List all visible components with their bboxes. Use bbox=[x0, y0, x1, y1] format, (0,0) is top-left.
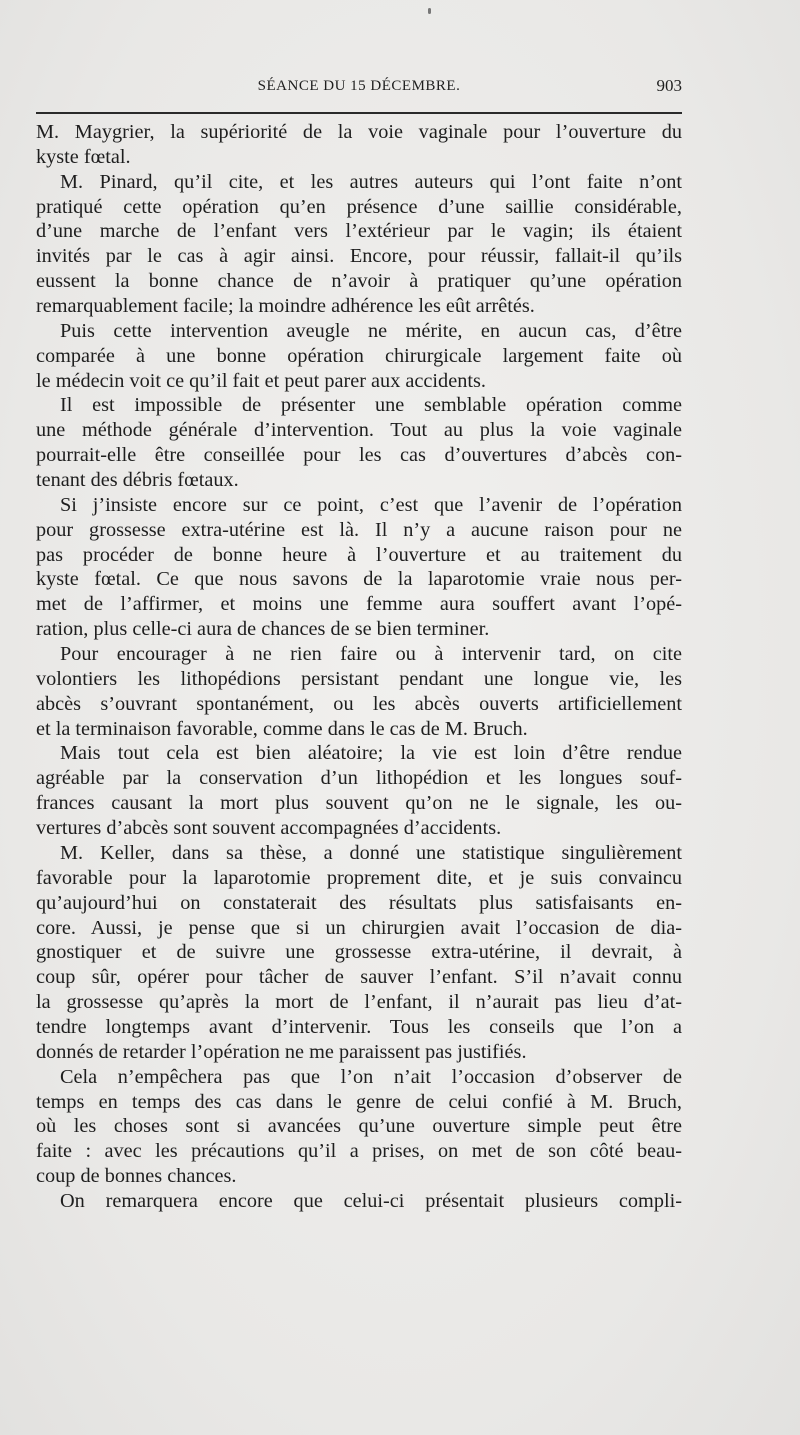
text-line: coup de bonnes chances. bbox=[36, 1165, 237, 1188]
text-line: Puis cette intervention aveugle ne mérite, en aucun cas, d’être bbox=[60, 319, 682, 342]
text-line: comparée à une bonne opération chirurgicale largement faite où bbox=[36, 344, 682, 367]
text-line: M. Maygrier, la supériorité de la voie vaginale pour l’ouverture du bbox=[36, 121, 682, 143]
text-line: met de l’affirmer, et moins une femme aura souffert avant l’opé- bbox=[36, 593, 682, 616]
text-line: ration, plus celle-ci aura de chances de se bien terminer. bbox=[36, 618, 490, 641]
text-line: invités par le cas à agir ainsi. Encore, pour réussir, fallait-il qu’ils bbox=[36, 245, 682, 268]
text-line: Il est impossible de présenter une semblable opération comme bbox=[60, 394, 682, 417]
text-line: tenant des débris fœtaux. bbox=[36, 469, 239, 492]
text-line: gnostiquer et de suivre une grossesse extra-utérine, il devrait, à bbox=[36, 941, 682, 964]
text-line: Cela n’empêchera pas que l’on n’ait l’occasion d’observer de bbox=[60, 1065, 682, 1088]
text-line: favorable pour la laparotomie proprement dite, et je suis convaincu bbox=[36, 866, 682, 889]
text-line: donnés de retarder l’opération ne me paraissent pas justifiés. bbox=[36, 1040, 527, 1063]
text-line: pas procéder de bonne heure à l’ouverture et au traitement du bbox=[36, 543, 682, 566]
text-line: abcès s’ouvrant spontanément, ou les abcès ouverts artificiellement bbox=[36, 692, 682, 715]
text-line: tendre longtemps avant d’intervenir. Tous les conseils que l’on a bbox=[36, 1015, 682, 1038]
text-line: kyste fœtal. bbox=[36, 145, 131, 168]
text-line: qu’aujourd’hui on constaterait des résultats plus satisfaisants en- bbox=[36, 891, 682, 914]
text-line: où les choses sont si avancées qu’une ouverture simple peut être bbox=[36, 1115, 682, 1138]
running-title: SÉANCE DU 15 DÉCEMBRE. bbox=[257, 78, 461, 94]
text-line: d’une marche de l’enfant vers l’extérieur par le vagin; ils étaient bbox=[36, 220, 682, 243]
text-line: volontiers les lithopédions persistant pendant une longue vie, les bbox=[36, 667, 682, 690]
text-line: faite : avec les précautions qu’il a prises, on met de son côté beau- bbox=[36, 1140, 682, 1163]
text-line: M. Pinard, qu’il cite, et les autres auteurs qui l’ont faite n’ont bbox=[60, 170, 682, 193]
header-rule bbox=[36, 112, 682, 114]
text-line: M. Keller, dans sa thèse, a donné une statistique singulièrement bbox=[60, 841, 682, 864]
text-line: la grossesse qu’après la mort de l’enfant, il n’aurait pas lieu d’at- bbox=[36, 991, 682, 1014]
text-line: vertures d’abcès sont souvent accompagnées d’accidents. bbox=[36, 817, 502, 840]
text-line: temps en temps des cas dans le genre de celui confié à M. Bruch, bbox=[36, 1090, 682, 1113]
text-line: eussent la bonne chance de n’avoir à pratiquer qu’une opération bbox=[36, 270, 682, 293]
text-line: pratiqué cette opération qu’en présence d’une saillie considérable, bbox=[36, 195, 682, 218]
text-line: et la terminaison favorable, comme dans le cas de M. Bruch. bbox=[36, 717, 528, 740]
body-text bbox=[36, 120, 682, 1214]
text-line: pour grossesse extra-utérine est là. Il n’y a aucune raison pour ne bbox=[36, 518, 682, 541]
text-line: agréable par la conservation d’un lithopédion et les longues souf- bbox=[36, 767, 682, 790]
text-line: coup sûr, opérer pour tâcher de sauver l’enfant. S’il n’avait connu bbox=[36, 966, 682, 989]
text-line: On remarquera encore que celui-ci présentait plusieurs compli- bbox=[60, 1189, 682, 1212]
text-line: pourrait-elle être conseillée pour les cas d’ouvertures d’abcès con- bbox=[36, 444, 682, 467]
text-line: frances causant la mort plus souvent qu’on ne le signale, les ou- bbox=[36, 792, 682, 815]
page-number: 903 bbox=[656, 76, 682, 95]
print-speck bbox=[428, 8, 431, 14]
text-line: Pour encourager à ne rien faire ou à intervenir tard, on cite bbox=[60, 643, 682, 666]
text-line: Si j’insiste encore sur ce point, c’est que l’avenir de l’opération bbox=[60, 493, 682, 516]
text-line: une méthode générale d’intervention. Tout au plus la voie vaginale bbox=[36, 419, 682, 442]
text-line: core. Aussi, je pense que si un chirurgien avait l’occasion de dia- bbox=[36, 916, 682, 939]
text-line: kyste fœtal. Ce que nous savons de la laparotomie vraie nous per- bbox=[36, 568, 682, 591]
text-line: remarquablement facile; la moindre adhérence les eût arrêtés. bbox=[36, 295, 535, 318]
running-header bbox=[36, 76, 682, 100]
text-line: le médecin voit ce qu’il fait et peut parer aux accidents. bbox=[36, 369, 486, 392]
text-line: Mais tout cela est bien aléatoire; la vie est loin d’être rendue bbox=[60, 742, 682, 765]
